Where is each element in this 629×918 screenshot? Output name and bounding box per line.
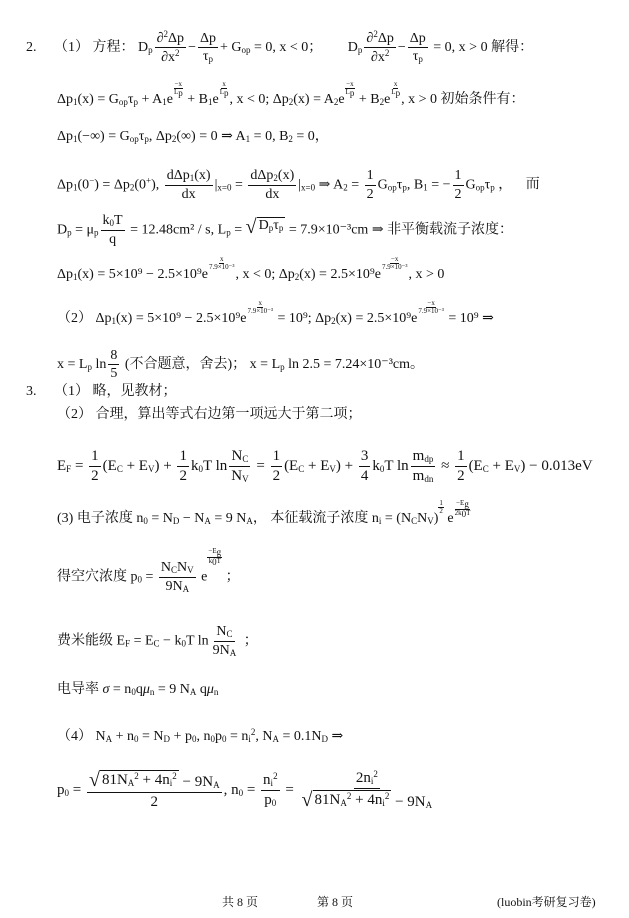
q2-general-solution: $\Delta p_1(x) = G_{op}\tau_p + A_1e$ $\frac{-x}{L_p}$ + $B_1e$ $\frac{x}{L_p}$ , x < 0; $\Delta p_2(x) = A_2e$ $\frac{-x}{L_p}$ + $B_2e$ $\frac{x}{L_p}$ , x > 0 初始条件有：: [57, 80, 525, 107]
q3-electron-label: 电子浓度: [76, 511, 133, 526]
coef: 2.5×10⁹: [366, 311, 412, 326]
q3-fermi-label: 费米能级: [57, 633, 113, 649]
footer-total-pages: 共 8 页: [222, 895, 259, 909]
q2-number: 2.: [26, 40, 37, 56]
q3-conductivity: 电导率 $\sigma = n_0q\mu_n = 9$ $N_A$ $q\mu_n$: [57, 682, 219, 697]
q2-equation-label: 方程：: [92, 40, 135, 56]
coef: 2.5×10⁹: [157, 267, 202, 282]
q3-hole-label: 得空穴浓度: [57, 569, 127, 585]
footer-current-page: 第 8 页: [317, 895, 354, 909]
exp-denom: 7.9×10⁻³: [381, 263, 408, 272]
q3-part3-electron: (3) 电子浓度 $n_0 = N_D - N_A = 9$ $N_A$， 本征载流子浓度 $n_i = (N_CN_V)$ $\frac{1}{2}$ e $\frac{-E_g}{2k_0T}$: [57, 499, 471, 526]
q2-part2-marker: （2）: [57, 311, 92, 326]
q3-part1-marker: （1）: [54, 384, 89, 399]
coef: 2.5×10⁹: [195, 311, 241, 326]
coef: 2.5×10⁹: [330, 267, 375, 282]
q3-fermi-level: 费米能级 $E_F = E_C - k_0T$ ln $\frac{N_C}{9N_A}$ ；: [57, 624, 258, 658]
q2-diffusion-length: $D_p = \mu_p$ $\frac{k_0T}{q}$ = 12.48cm² / s, $L_p$ = √ $D_p\tau_p$ = 7.9×10⁻³cm ⇒ 非平衡载流子浓度：: [57, 213, 514, 247]
q2-dp-value: = 12.48cm² / s, L: [130, 222, 227, 238]
exp-denom: 7.9×10⁻³: [418, 307, 444, 316]
q3-part4-condition: （4） $N_A + n_0 = N_D + p_0$, $n_0p_0 = n_i^2$, $N_A = 0.1N_D$ ⇒: [57, 727, 344, 744]
q3-part1-text: 略，见教材；: [92, 384, 177, 399]
coef: 5×10⁹: [108, 267, 143, 282]
q2-lp-value: = 7.9×10⁻³cm: [288, 222, 369, 238]
q3-part3-marker: (3): [57, 511, 74, 526]
q3-part1: [26, 385, 177, 399]
exp-denom: 7.9×10⁻³: [247, 307, 273, 316]
q3-intrinsic-label: 本征载流子浓度: [270, 511, 369, 526]
q3-part2: [57, 408, 362, 422]
exp-denom: 7.9×10⁻³: [208, 263, 235, 272]
q2-eq-right: $D_p$ $\frac{\partial^2\Delta p}{\partial x^2}$ − $\frac{\Delta p}{\tau_p}$ = 0, x > 0: [347, 29, 488, 66]
q3-number: 3.: [26, 384, 37, 399]
q3-fermi-equation: $E_F$ = $\frac{1}{2}$ $(E_C + E_V)$ + $\frac{1}{2}$ $k_0T$ ln $\frac{N_C}{N_V}$ = $\frac{1}{2}$ $(E_C + E_V)$ + $\frac{3}{4}$ $k_0T$ ln $m_{dp}$ $m_{dn}$ ≈ $\frac{1}{2}$ $(E_C + E_V) - 0.013eV$: [57, 448, 593, 484]
q3-part4-result: $p_0$ = √ $81N_A^2 + 4n_i^2$ − $9N_A$ 2 , $n_0$ = $\frac{n_i^2}{p_0}$ = $2n_i^2$ √ $81N_A^2 + 4n_i^2$ − $9N_A$: [57, 769, 433, 811]
q3-conductivity-label: 电导率: [57, 682, 99, 697]
q2-boundary-condition: $\Delta p_1(-\infty) = G_{op}\tau_p$, $\Delta p_2(\infty) = 0$ ⇒ $A_1 = 0$, $B_2 = 0$，: [57, 129, 329, 144]
q2-eq-left: $D_p$ $\frac{\partial^2\Delta p}{\partial x^2}$ − $\frac{\Delta p}{\tau_p}$ + $G_{op} = 0$, x < 0；: [138, 29, 323, 66]
eq-1e9: = 10⁹: [448, 311, 479, 326]
q3-part2-text: 合理，算出等式右边第一项远大于第二项；: [95, 407, 362, 422]
coef: 5×10⁹: [147, 311, 182, 326]
q2-concentration: $\Delta p_1(x) = 5\times 10^9 - 2.5\times 10^9e$ $\frac{x}{\text{7.9×10⁻³}}$ , x < 0; $\Delta p_2(x) = 2.5\times 10^9e$ $\frac{-x}{\text{7.9×10⁻³}}$ , x > 0: [57, 255, 445, 282]
q3-hole-concentration: 得空穴浓度 $p_0$ = $N_CN_V$ $9N_A$ e $\frac{-E_g}{k_0T}$ ；: [57, 547, 240, 594]
footer-source: (luobin考研复习卷): [497, 895, 596, 909]
q3-ef-value: − 0.013eV: [529, 457, 593, 474]
q2-reject-note: (不合题意，舍去)；: [124, 357, 247, 373]
q2-solve-label: 解得：: [491, 40, 534, 56]
q2-nonequilibrium-label: 非平衡载流子浓度：: [387, 222, 514, 238]
eq-1e9: = 10⁹: [277, 311, 308, 326]
q3-part2-marker: （2）: [57, 407, 92, 422]
q2-part2-result: $x = L_p$ ln $\frac{8}{5}$ (不合题意，舍去)； $x = L_p$ ln 2.5 = 7.24×10⁻³cm。: [57, 348, 424, 382]
q2-eq-cond-pos: = 0, x > 0: [433, 40, 488, 56]
q2-initial-label: 初始条件有：: [440, 92, 525, 107]
q2-continuity-condition: $\Delta p_1(0^-) = \Delta p_2(0^+)$, dΔp$_1$(x) dx $|_{x=0}$ = dΔp$_2$(x) dx $|_{x=0}$ ⇒ $A_2$ = $\frac{1}{2}$ $G_{op}\tau_p$, $B_1$ = − $\frac{1}{2}$ $G_{op}\tau_p$ ， 而: [57, 168, 540, 202]
q2-part1-marker: （1）: [54, 40, 89, 56]
q2-and-label: 而: [525, 177, 540, 193]
q2-result-x: = 7.24×10⁻³cm。: [323, 357, 424, 373]
q2-equation-line: [26, 30, 533, 66]
q2-part2-equation: （2） $\Delta p_1(x) = 5\times 10^9 - 2.5\times 10^9e$ $\frac{x}{\text{7.9×10⁻³}}$ = 10⁹; $\Delta p_2(x) = 2.5\times 10^9e$ $\frac{-x}{\text{7.9×10⁻³}}$ = 10⁹ ⇒: [57, 299, 494, 326]
q2-eq-cond-neg: = 0, x < 0；: [254, 40, 323, 56]
q3-part4-marker: （4）: [57, 729, 92, 744]
